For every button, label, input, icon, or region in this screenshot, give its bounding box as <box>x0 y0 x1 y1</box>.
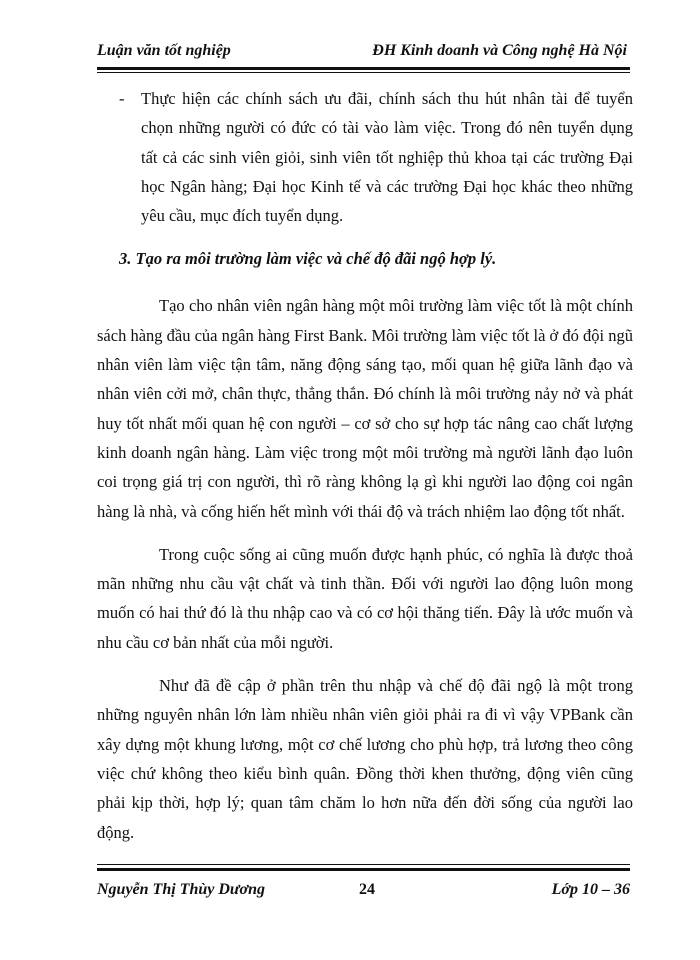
header-university: ĐH Kinh doanh và Công nghệ Hà Nội <box>372 42 627 59</box>
footer-author: Nguyễn Thị Thùy Dương <box>97 881 265 898</box>
footer-rule-thin <box>97 864 630 865</box>
bullet-text: Thực hiện các chính sách ưu đãi, chính sách thu hút nhân tài để tuyển chọn những người có đức có tài vào làm việc. Trong đó nên tuyển dụng tất cả các sinh viên giỏi, sinh viên tốt nghiệp thủ khoa tại các trường Đại học Ngân hàng; Đại học Kinh tế và các trường Đại học khác theo những yêu cầu, mục đích tuyển dụng. <box>141 89 633 226</box>
paragraph-work-environment: Tạo cho nhân viên ngân hàng một môi trường làm việc tốt là một chính sách hàng đầu của ngân hàng First Bank. Môi trường làm việc tốt là ở đó đội ngũ nhân viên làm việc tận tâm, năng động sáng tạo, mối quan hệ giữa lãnh đạo và nhân viên cởi mở, chân thực, thẳng thắn. Đó chính là môi trường nảy nở và phát huy tốt nhất mối quan hệ con người – cơ sở cho sự hợp tác nâng cao chất lượng kinh doanh ngân hàng. Làm việc trong một môi trường mà người lãnh đạo luôn coi trọng giá trị con người, thì rõ ràng không lạ gì khi người lao động coi ngân hàng là nhà, và cống hiến hết mình với thái độ và trách nhiệm lao động tốt nhất. <box>97 296 633 521</box>
header-rule-thick <box>97 67 630 70</box>
footer-rule-thick <box>97 868 630 871</box>
header-rule-thin <box>97 72 630 73</box>
page-footer <box>97 881 630 905</box>
bullet-marker: - <box>119 89 125 108</box>
header-thesis-label: Luận văn tốt nghiệp <box>97 42 231 59</box>
paragraph-needs: Trong cuộc sống ai cũng muốn được hạnh phúc, có nghĩa là được thoả mãn những nhu cầu vật chất và tinh thần. Đối với người lao động luôn mong muốn có hai thứ đó là thu nhập cao và có cơ hội thăng tiến. Đây là ước muốn và nhu cầu cơ bản nhất của mỗi người. <box>97 544 633 652</box>
page-body <box>97 84 633 847</box>
page-header <box>97 42 627 66</box>
section-heading: 3. Tạo ra môi trường làm việc và chế độ đãi ngộ hợp lý. <box>119 249 497 269</box>
paragraph-compensation: Như đã đề cập ở phần trên thu nhập và chế độ đãi ngộ là một trong những nguyên nhân lớn làm nhiều nhân viên giỏi phải ra đi vì vậy VPBank cần xây dựng một khung lương, một cơ chế lương cho phù hợp, trả lương theo công việc chứ không theo kiểu bình quân. Đồng thời khen thưởng, động viên cũng phải kịp thời, hợp lý; quan tâm chăm lo hơn nữa đến đời sống của người lao động. <box>97 676 633 842</box>
bullet-item <box>97 84 633 230</box>
page-number: 24 <box>359 881 375 898</box>
footer-class: Lớp 10 – 36 <box>551 881 630 898</box>
